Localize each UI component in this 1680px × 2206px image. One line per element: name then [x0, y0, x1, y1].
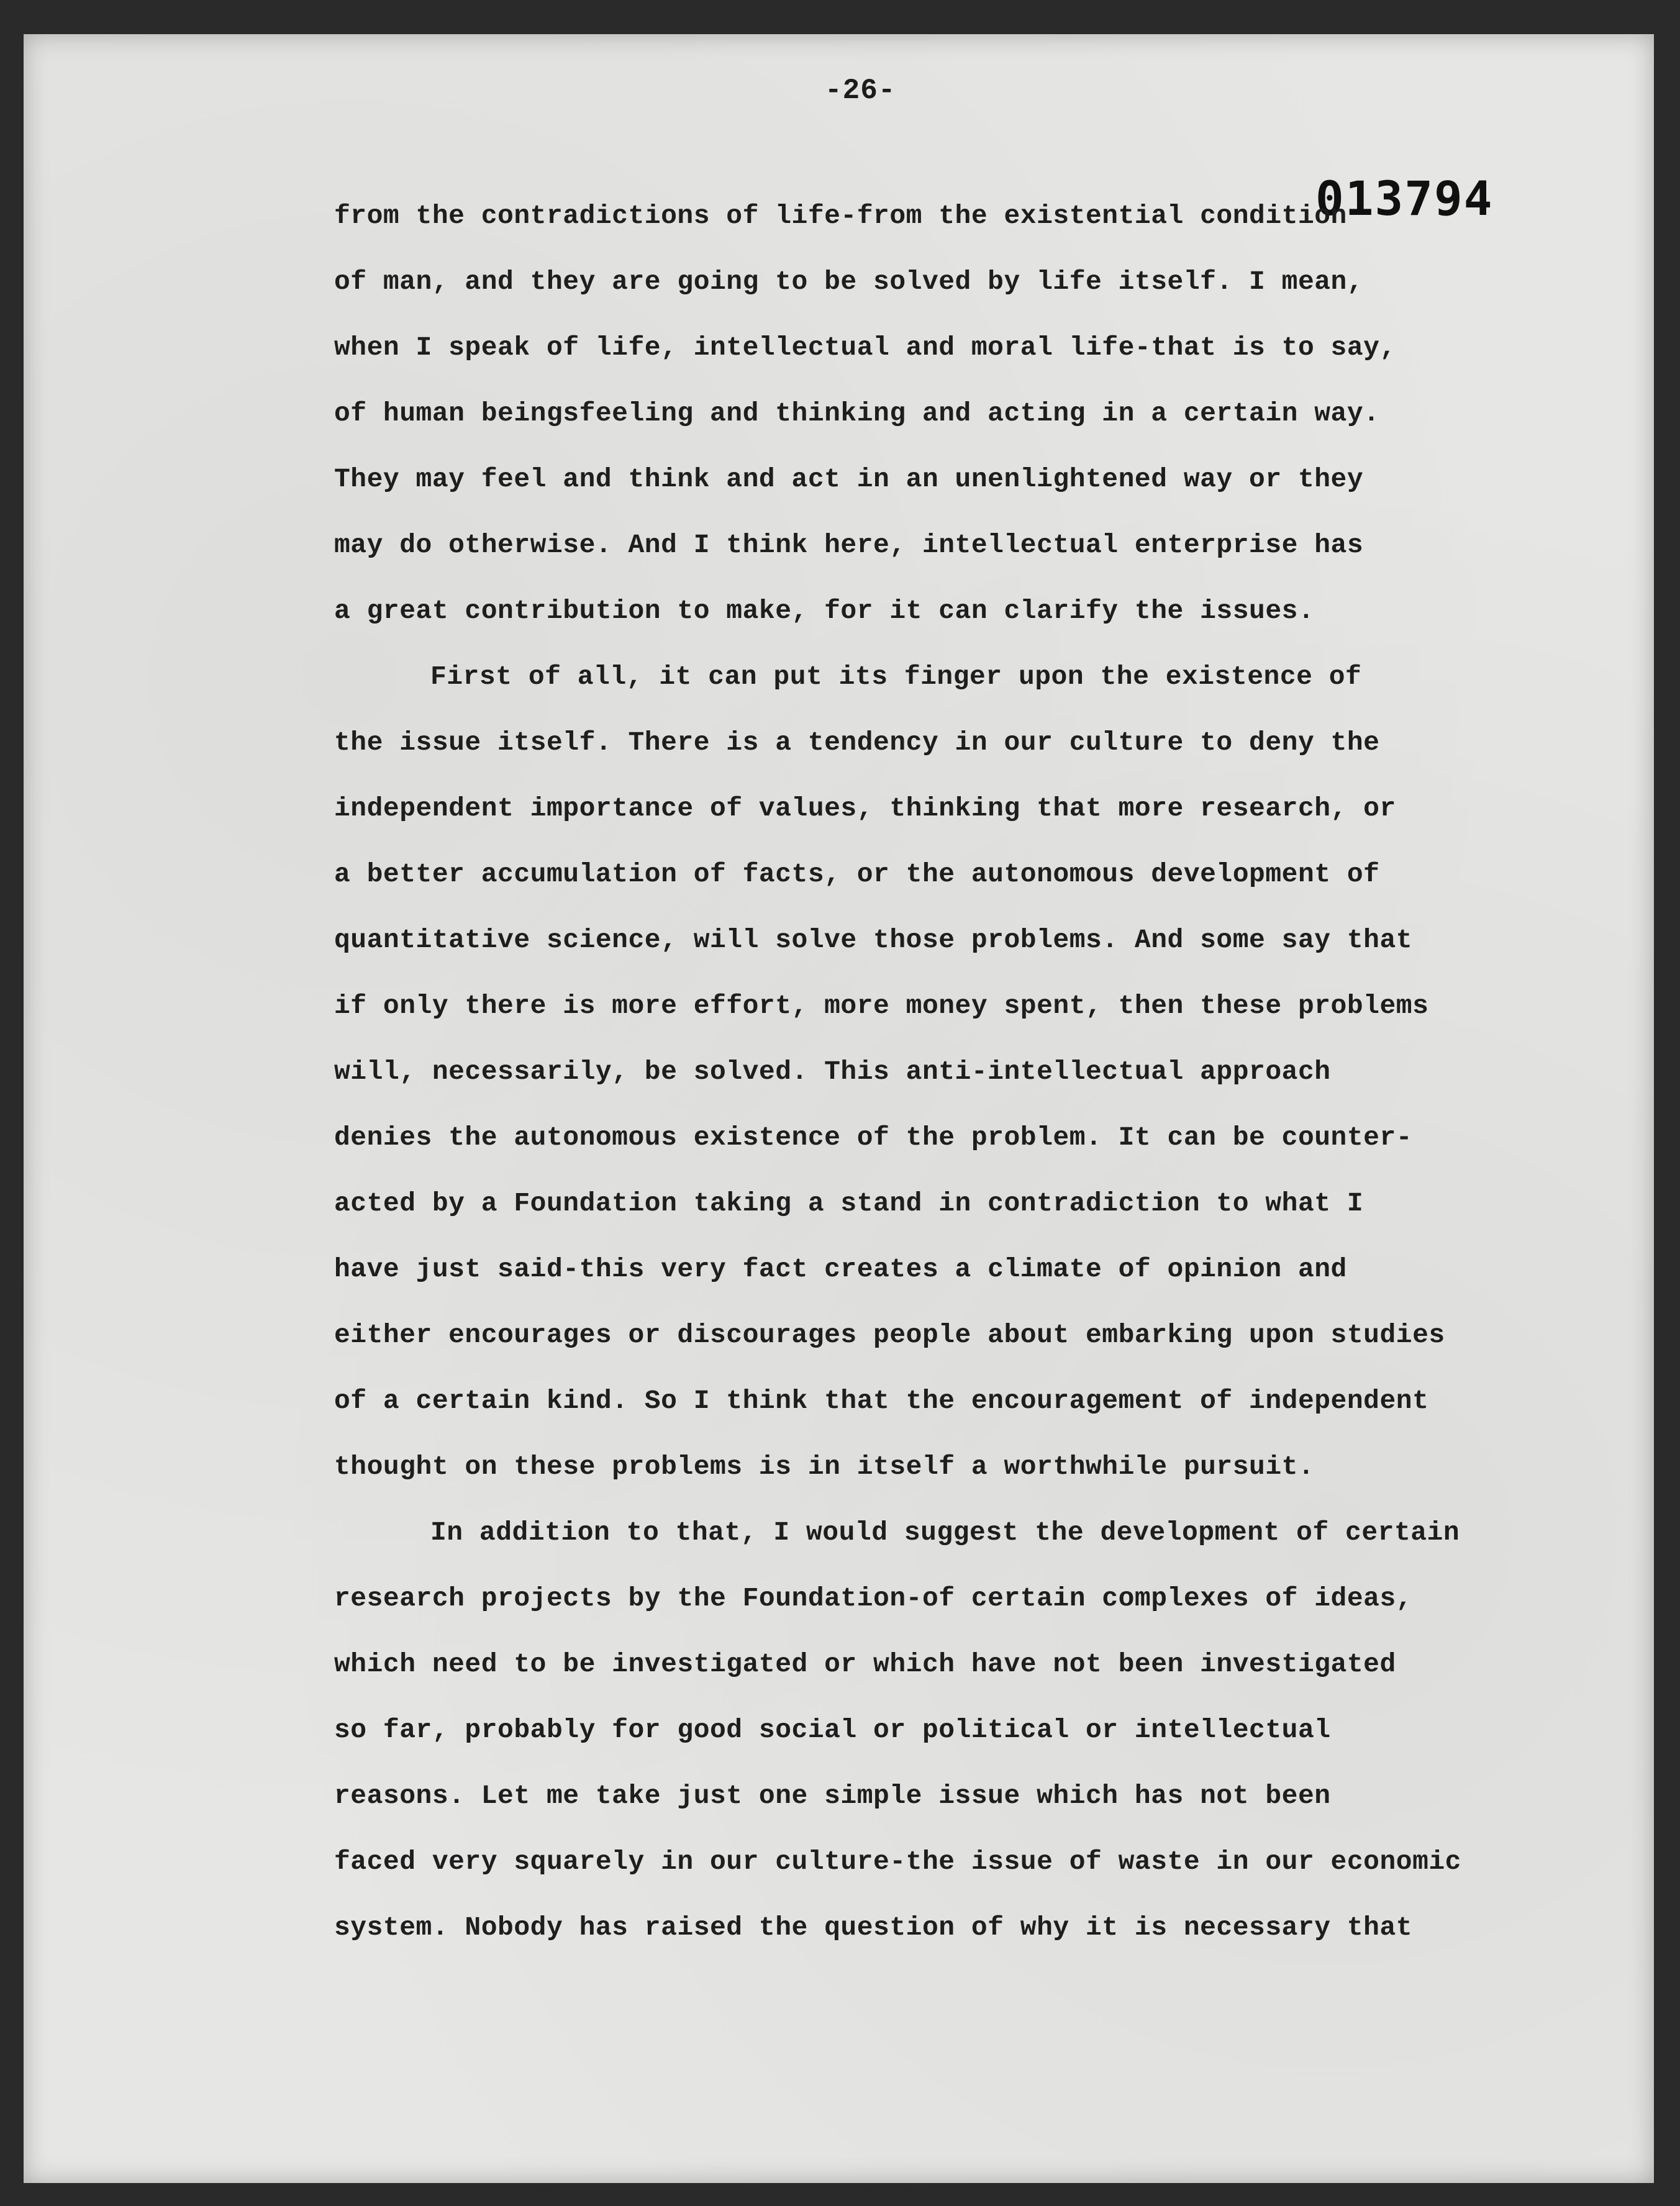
text-line: when I speak of life, intellectual and moral life-that is to say,: [334, 332, 1396, 363]
document-page: [24, 34, 1654, 2183]
text-line: system. Nobody has raised the question of why it is necessary that: [334, 1912, 1413, 1943]
text-line: a great contribution to make, for it can clarify the issues.: [334, 596, 1315, 626]
text-line: denies the autonomous existence of the problem. It can be counter-: [334, 1122, 1413, 1153]
text-line: faced very squarely in our culture-the issue of waste in our economic: [334, 1846, 1461, 1877]
text-line: of man, and they are going to be solved by life itself. I mean,: [334, 266, 1364, 297]
text-line: will, necessarily, be solved. This anti-intellectual approach: [334, 1056, 1331, 1087]
text-line: from the contradictions of life-from the existential condition: [334, 201, 1347, 231]
text-line: First of all, it can put its finger upon the existence of: [430, 661, 1362, 692]
text-line: quantitative science, will solve those problems. And some say that: [334, 925, 1413, 955]
text-line: In addition to that, I would suggest the development of certain: [430, 1517, 1460, 1548]
text-line: the issue itself. There is a tendency in our culture to deny the: [334, 727, 1380, 758]
text-line: reasons. Let me take just one simple issue which has not been: [334, 1781, 1331, 1811]
text-line: of a certain kind. So I think that the encouragement of independent: [334, 1386, 1429, 1416]
text-line: independent importance of values, thinking that more research, or: [334, 793, 1396, 824]
text-line: They may feel and think and act in an unenlightened way or they: [334, 464, 1364, 494]
text-line: acted by a Foundation taking a stand in contradiction to what I: [334, 1188, 1364, 1219]
text-line: thought on these problems is in itself a worthwhile pursuit.: [334, 1451, 1315, 1482]
text-line: so far, probably for good social or political or intellectual: [334, 1715, 1331, 1745]
text-line: if only there is more effort, more money spent, then these problems: [334, 991, 1429, 1021]
text-line: have just said-this very fact creates a climate of opinion and: [334, 1254, 1347, 1284]
text-line: a better accumulation of facts, or the autonomous development of: [334, 859, 1380, 889]
text-line: of human beingsfeeling and thinking and acting in a certain way.: [334, 398, 1380, 429]
body-text: [334, 201, 1589, 1978]
text-line: research projects by the Foundation-of certain complexes of ideas,: [334, 1583, 1413, 1614]
text-line: which need to be investigated or which have not been investigated: [334, 1649, 1396, 1679]
archive-stamp-number: 013794: [1315, 171, 1494, 226]
text-line: either encourages or discourages people about embarking upon studies: [334, 1320, 1445, 1350]
text-line: may do otherwise. And I think here, intellectual enterprise has: [334, 530, 1364, 560]
page-number: -26-: [825, 75, 896, 107]
